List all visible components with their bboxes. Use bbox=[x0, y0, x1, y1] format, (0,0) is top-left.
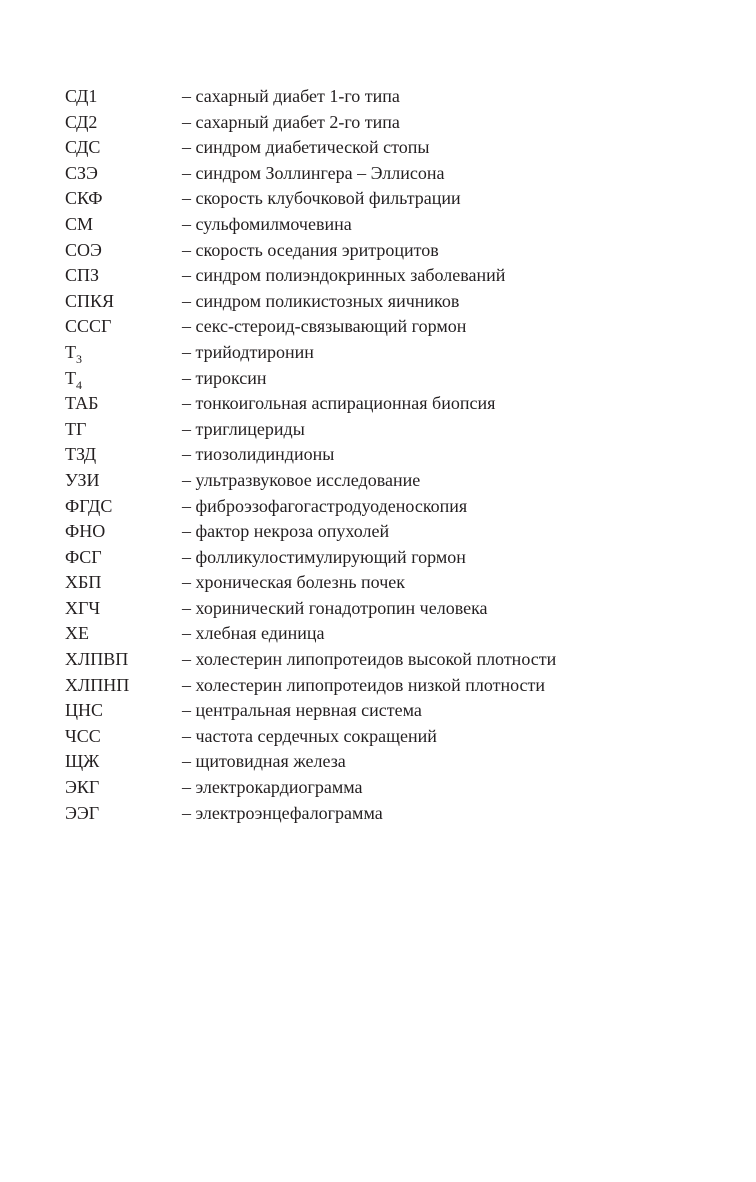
abbreviation-row bbox=[65, 673, 685, 699]
abbreviation-row bbox=[65, 366, 685, 392]
abbreviation-definition: – тироксин bbox=[182, 367, 267, 388]
abbreviation-row bbox=[65, 596, 685, 622]
abbreviation-row bbox=[65, 698, 685, 724]
abbreviation-term: ФГДС bbox=[65, 495, 113, 516]
abbreviation-definition: – сульфомилмочевина bbox=[182, 213, 352, 234]
abbreviation-definition: – холестерин липопротеидов высокой плотности bbox=[182, 649, 557, 670]
abbreviation-term: ХБП bbox=[65, 572, 102, 593]
abbreviation-term: ТГ bbox=[65, 418, 87, 439]
abbreviation-row bbox=[65, 135, 685, 161]
abbreviation-term: СД1 bbox=[65, 86, 98, 106]
abbreviation-definition: – скорость оседания эритроцитов bbox=[182, 239, 439, 260]
abbreviation-term: УЗИ bbox=[65, 469, 100, 490]
abbreviation-row bbox=[65, 417, 685, 443]
abbreviation-definition: – синдром поликистозных яичников bbox=[182, 290, 460, 311]
abbreviation-definition: – частота сердечных сокращений bbox=[182, 725, 437, 746]
abbreviation-subscript: 4 bbox=[76, 377, 82, 392]
abbreviation-term: СД2 bbox=[65, 111, 98, 132]
abbreviation-row bbox=[65, 84, 685, 110]
abbreviation-term: ХЛПВП bbox=[65, 649, 129, 670]
abbreviation-definition: – синдром диабетической стопы bbox=[182, 137, 430, 158]
abbreviation-definition: – электроэнцефалограмма bbox=[182, 802, 383, 823]
abbreviation-definition: – синдром Золлингера – Эллисона bbox=[182, 162, 445, 183]
abbreviation-subscript: 3 bbox=[76, 351, 82, 366]
abbreviation-row bbox=[65, 724, 685, 750]
abbreviation-row bbox=[65, 212, 685, 238]
abbreviation-definition: – секс-стероид-связывающий гормон bbox=[182, 316, 467, 337]
abbreviation-definition: – тонкоигольная аспирационная биопсия bbox=[182, 393, 496, 414]
abbreviation-row bbox=[65, 161, 685, 187]
abbreviation-definition: – электрокардиограмма bbox=[182, 777, 363, 798]
abbreviation-definition: – фолликулостимулирующий гормон bbox=[182, 546, 466, 567]
abbreviation-term: ЦНС bbox=[65, 700, 104, 721]
abbreviation-term: ТАБ bbox=[65, 393, 99, 414]
abbreviation-row bbox=[65, 110, 685, 136]
abbreviation-definition: – холестерин липопротеидов низкой плотности bbox=[182, 674, 546, 695]
abbreviation-term bbox=[65, 340, 182, 366]
abbreviation-term: ЩЖ bbox=[65, 751, 100, 772]
abbreviation-row bbox=[65, 801, 685, 827]
abbreviation-definition: – сахарный диабет 1-го типа bbox=[182, 86, 400, 106]
abbreviation-row bbox=[65, 263, 685, 289]
abbreviation-term: ЧСС bbox=[65, 725, 101, 746]
abbreviation-row bbox=[65, 442, 685, 468]
abbreviation-definition: – фактор некроза опухолей bbox=[182, 521, 390, 542]
abbreviation-row bbox=[65, 468, 685, 494]
abbreviation-term: СМ bbox=[65, 213, 94, 234]
abbreviation-base: T bbox=[65, 341, 76, 362]
abbreviation-row bbox=[65, 570, 685, 596]
abbreviation-term: ХГЧ bbox=[65, 597, 101, 618]
abbreviation-list bbox=[65, 84, 685, 826]
abbreviation-term: СЗЭ bbox=[65, 162, 98, 183]
abbreviation-definition: – триглицериды bbox=[182, 418, 305, 439]
abbreviation-row bbox=[65, 391, 685, 417]
abbreviation-term: ТЗД bbox=[65, 444, 97, 465]
abbreviation-definition: – трийодтиронин bbox=[182, 341, 314, 362]
abbreviation-definition: – хоринический гонадотропин человека bbox=[182, 597, 488, 618]
abbreviation-row bbox=[65, 186, 685, 212]
abbreviation-definition: – скорость клубочковой фильтрации bbox=[182, 188, 461, 209]
abbreviation-definition: – синдром полиэндокринных заболеваний bbox=[182, 265, 506, 286]
abbreviation-row bbox=[65, 289, 685, 315]
abbreviation-term: СДС bbox=[65, 137, 101, 158]
abbreviation-row bbox=[65, 647, 685, 673]
abbreviation-definition: – центральная нервная система bbox=[182, 700, 422, 721]
abbreviation-term: ЭКГ bbox=[65, 777, 100, 798]
abbreviation-row bbox=[65, 621, 685, 647]
abbreviation-definition: – фиброэзофагогастродуоденоскопия bbox=[182, 495, 468, 516]
abbreviation-row bbox=[65, 545, 685, 571]
abbreviation-term: СССГ bbox=[65, 316, 112, 337]
abbreviation-row bbox=[65, 775, 685, 801]
abbreviation-definition: – сахарный диабет 2-го типа bbox=[182, 111, 400, 132]
abbreviation-term: СКФ bbox=[65, 188, 103, 209]
abbreviation-term bbox=[65, 366, 182, 392]
abbreviation-definition: – хлебная единица bbox=[182, 623, 325, 644]
abbreviation-row bbox=[65, 749, 685, 775]
abbreviation-definition: – ультразвуковое исследование bbox=[182, 469, 421, 490]
abbreviation-term: СПЗ bbox=[65, 265, 100, 286]
abbreviation-row bbox=[65, 519, 685, 545]
abbreviation-definition: – тиозолидиндионы bbox=[182, 444, 335, 465]
abbreviation-term: ХЕ bbox=[65, 623, 89, 644]
abbreviation-row bbox=[65, 238, 685, 264]
abbreviation-base: T bbox=[65, 367, 76, 388]
abbreviation-term: ЭЭГ bbox=[65, 802, 100, 823]
abbreviation-row bbox=[65, 314, 685, 340]
abbreviation-row bbox=[65, 494, 685, 520]
abbreviation-term: СПКЯ bbox=[65, 290, 115, 311]
abbreviation-term: СОЭ bbox=[65, 239, 102, 260]
abbreviation-term: ФСГ bbox=[65, 546, 102, 567]
abbreviation-term: ФНО bbox=[65, 521, 106, 542]
abbreviation-definition: – щитовидная железа bbox=[182, 751, 346, 772]
abbreviation-term: ХЛПНП bbox=[65, 674, 130, 695]
abbreviation-definition: – хроническая болезнь почек bbox=[182, 572, 406, 593]
abbreviation-row bbox=[65, 340, 685, 366]
